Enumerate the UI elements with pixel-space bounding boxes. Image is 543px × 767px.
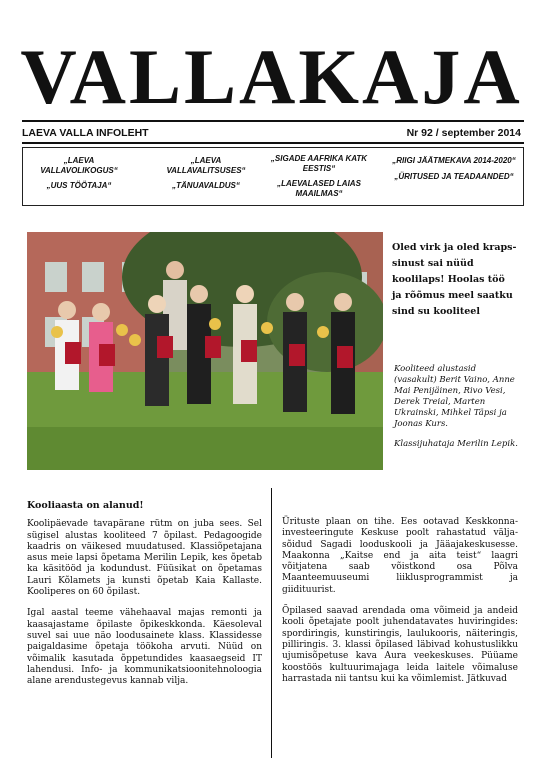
toc-column-2	[151, 156, 261, 197]
toc-item[interactable]: „SIGADE AAFRIKA KATK EESTIS“	[270, 154, 368, 173]
article-heading: Kooliaasta on alanud!	[27, 500, 144, 511]
masthead-title: VALLAKAJA	[20, 33, 523, 120]
poem-quote: Oled virk ja oled kraps-sinust sai nüüd koolilaps! Hoolas töö ja rõõmus meel saatku sind su kooliteel	[392, 242, 517, 317]
article-column-right	[282, 517, 518, 695]
toc-column-4	[388, 156, 520, 187]
article-column-left	[27, 500, 262, 697]
article-paragraph: Ürituste plaan on tihe. Ees ootavad Keskkonna-investeeringute Keskuse poolt rahastatud välja-sõidud Sagadi looduskooli ja Jääajakeskusesse. Maakonna „Kaitse end ja aita teist“ laagri võitjatena saab võistkond osa Põlva Maanteemuuseumi liiklusprogrammist ja giidituurist.	[282, 517, 518, 595]
toc-item[interactable]: „LAEVA VALLAVALITSUSES“	[166, 156, 246, 175]
toc-item[interactable]: „UUS TÖÖTAJA“	[46, 181, 112, 190]
masthead-rule-bottom	[22, 142, 524, 144]
toc-item[interactable]: „LAEVA VALLAVOLIKOGUS“	[40, 156, 118, 175]
toc-item[interactable]: „TÄNUAVALDUS“	[172, 181, 240, 190]
table-of-contents	[22, 147, 524, 206]
masthead-rule-top	[22, 120, 524, 122]
toc-column-3	[263, 154, 375, 204]
caption-students: Kooliteed alustasid (vasakult) Berit Vaino, Anne Mai Penijäinen, Rivo Vesi, Derek Treial, Marten Ukrainski, Mihkel Täpsi ja Joonas Kurs.	[394, 364, 515, 429]
article-paragraph: Õpilased saavad arendada oma võimeid ja andeid kooli õpetajate poolt juhendatavates huviringides: spordiringis, kunstiringis, laulukooris, näiteringis, pilliringis. 3. klassi õpilased läbivad kohustuslikku ujumisõpetuse kava Aura veekeskuses. Püüame koostöös kultuurimajaga leida laitele võimaluse harrastada nii tantsu kui ka võimlemist. Jätkuvad	[282, 606, 518, 684]
issue-number: Nr 92 / september 2014	[406, 127, 521, 139]
column-divider	[271, 488, 272, 758]
toc-item[interactable]: „ÜRITUSED JA TEADAANDED“	[394, 171, 514, 181]
caption-teacher: Klassijuhataja Merilin Lepik.	[394, 439, 518, 449]
toc-column-1	[29, 156, 129, 197]
photo-caption	[394, 364, 518, 459]
class-photo	[27, 232, 383, 470]
publication-subtitle: LAEVA VALLA INFOLEHT	[22, 127, 149, 139]
toc-item[interactable]: „RIIGI JÄÄTMEKAVA 2014-2020“	[392, 156, 516, 165]
article-paragraph: Koolipäevade tavapärane rütm on juba sees. Sel sügisel alustas kooliteed 7 õpilast. Pedagoogide kaadris on väikesed muudatused. Klassiõpetajana asus meie lapsi õpetama Merilin Lepik, kes õpetab ka käsitööd ja kodundust. Füüsikat on õpetamas Lauri Kõlamets ja kunsti õpetab Kaia Kallaste. Kooliperes on 60 õpilast.	[27, 519, 262, 598]
toc-item[interactable]: „LAEVALASED LAIAS MAAILMAS“	[277, 179, 361, 198]
article-paragraph: Igal aastal teeme vähehaaval majas remonti ja kaasajastame õpilaste õpikeskkonda. Käesoleval suvel sai uue näo loodusainete klass. Klassidesse paigaldasime õpetaja töökoha arvuti. Nüüd on võimalik kasutada õppetundides kaasaegseid IT lahendusi. Info- ja kommunikatsioonitehnoloogia alane arendustegevus kannab vilja.	[27, 608, 262, 687]
